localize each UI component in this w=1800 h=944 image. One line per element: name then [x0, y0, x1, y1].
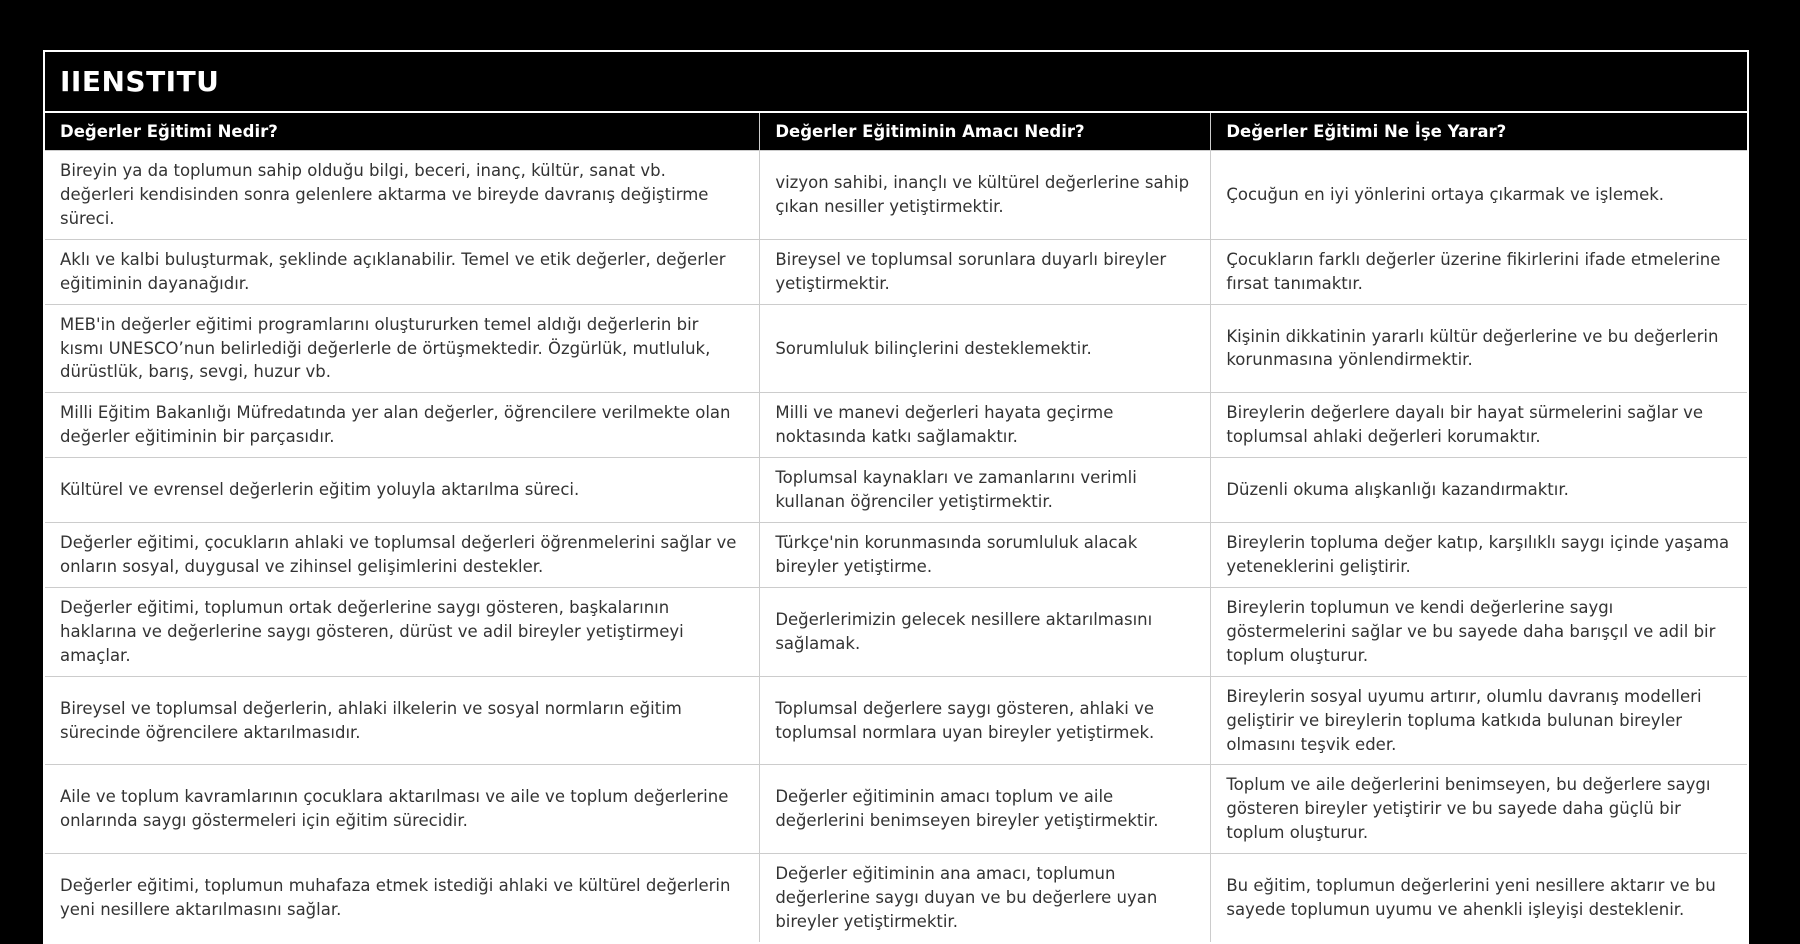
table-cell: Çocuğun en iyi yönlerini ortaya çıkarmak ve işlemek. — [1211, 151, 1747, 240]
table-cell: Aile ve toplum kavramlarının çocuklara aktarılması ve aile ve toplum değerlerine onlarında saygı göstermeleri için eğitim sürecidir. — [45, 765, 760, 854]
table-cell: Değerlerimizin gelecek nesillere aktarılmasını sağlamak. — [760, 587, 1211, 676]
table-cell: Düzenli okuma alışkanlığı kazandırmaktır. — [1211, 458, 1747, 523]
table-row — [45, 458, 1747, 523]
table-cell: Değerler eğitimi, toplumun ortak değerlerine saygı gösteren, başkalarının haklarına ve değerlerine saygı gösteren, dürüst ve adil bireyler yetiştirmeyi amaçlar. — [45, 587, 760, 676]
table-cell: Bireylerin değerlere dayalı bir hayat sürmelerini sağlar ve toplumsal ahlaki değerleri korumaktır. — [1211, 393, 1747, 458]
table-cell: Bireyin ya da toplumun sahip olduğu bilgi, beceri, inanç, kültür, sanat vb. değerleri kendisinden sonra gelenlere aktarma ve bireyde davranış değiştirme süreci. — [45, 151, 760, 240]
table-row — [45, 854, 1747, 942]
column-header-benefit: Değerler Eğitimi Ne İşe Yarar? — [1211, 113, 1747, 151]
table-cell: Bireylerin sosyal uyumu artırır, olumlu davranış modelleri geliştirir ve bireylerin topluma katkıda bulunan bireyler olmasını teşvik eder. — [1211, 676, 1747, 765]
values-education-table — [45, 113, 1747, 942]
table-cell: Bu eğitim, toplumun değerlerini yeni nesillere aktarır ve bu sayede toplumun uyumu ve ahenkli işleyişi desteklenir. — [1211, 854, 1747, 942]
table-cell: Sorumluluk bilinçlerini desteklemektir. — [760, 304, 1211, 393]
table-header-row — [45, 113, 1747, 151]
table-cell: Değerler eğitiminin ana amacı, toplumun değerlerine saygı duyan ve bu değerlere uyan bireyler yetiştirmektir. — [760, 854, 1211, 942]
table-cell: Değerler eğitimi, çocukların ahlaki ve toplumsal değerleri öğrenmelerini sağlar ve onların sosyal, duygusal ve zihinsel gelişimlerini destekler. — [45, 523, 760, 588]
table-cell: Toplum ve aile değerlerini benimseyen, bu değerlere saygı gösteren bireyler yetiştirir ve bu sayede daha güçlü bir toplum oluşturur. — [1211, 765, 1747, 854]
table-cell: Bireysel ve toplumsal değerlerin, ahlaki ilkelerin ve sosyal normların eğitim sürecinde öğrencilere aktarılmasıdır. — [45, 676, 760, 765]
table-row — [45, 587, 1747, 676]
table-cell: Toplumsal değerlere saygı gösteren, ahlaki ve toplumsal normlara uyan bireyler yetiştirmek. — [760, 676, 1211, 765]
table-cell: Bireylerin toplumun ve kendi değerlerine saygı göstermelerini sağlar ve bu sayede daha barışçıl ve adil bir toplum oluşturur. — [1211, 587, 1747, 676]
content-panel — [43, 50, 1749, 944]
table-row — [45, 523, 1747, 588]
table-cell: Bireysel ve toplumsal sorunlara duyarlı bireyler yetiştirmektir. — [760, 239, 1211, 304]
table-cell: Toplumsal kaynakları ve zamanlarını verimli kullanan öğrenciler yetiştirmektir. — [760, 458, 1211, 523]
table-row — [45, 304, 1747, 393]
table-cell: Bireylerin topluma değer katıp, karşılıklı saygı içinde yaşama yeteneklerini geliştirir. — [1211, 523, 1747, 588]
table-cell: Aklı ve kalbi buluşturmak, şeklinde açıklanabilir. Temel ve etik değerler, değerler eğitiminin dayanağıdır. — [45, 239, 760, 304]
column-header-what-is: Değerler Eğitimi Nedir? — [45, 113, 760, 151]
table-cell: Türkçe'nin korunmasında sorumluluk alacak bireyler yetiştirme. — [760, 523, 1211, 588]
table-cell: Kültürel ve evrensel değerlerin eğitim yoluyla aktarılma süreci. — [45, 458, 760, 523]
table-body — [45, 151, 1747, 942]
table-row — [45, 676, 1747, 765]
table-cell: Milli ve manevi değerleri hayata geçirme noktasında katkı sağlamaktır. — [760, 393, 1211, 458]
table-cell: Kişinin dikkatinin yararlı kültür değerlerine ve bu değerlerin korunmasına yönlendirmektir. — [1211, 304, 1747, 393]
table-cell: vizyon sahibi, inançlı ve kültürel değerlerine sahip çıkan nesiller yetiştirmektir. — [760, 151, 1211, 240]
table-row — [45, 765, 1747, 854]
table-cell: Değerler eğitiminin amacı toplum ve aile değerlerini benimseyen bireyler yetiştirmektir. — [760, 765, 1211, 854]
table-cell: Çocukların farklı değerler üzerine fikirlerini ifade etmelerine fırsat tanımaktır. — [1211, 239, 1747, 304]
table-row — [45, 393, 1747, 458]
table-cell: Milli Eğitim Bakanlığı Müfredatında yer alan değerler, öğrencilere verilmekte olan değerler eğitiminin bir parçasıdır. — [45, 393, 760, 458]
brand-title: IIENSTITU — [45, 52, 1747, 113]
column-header-purpose: Değerler Eğitiminin Amacı Nedir? — [760, 113, 1211, 151]
table-row — [45, 239, 1747, 304]
table-cell: MEB'in değerler eğitimi programlarını oluştururken temel aldığı değerlerin bir kısmı UNESCO’nun belirlediği değerlerle de örtüşmektedir. Özgürlük, mutluluk, dürüstlük, barış, sevgi, huzur vb. — [45, 304, 760, 393]
table-cell: Değerler eğitimi, toplumun muhafaza etmek istediği ahlaki ve kültürel değerlerin yeni nesillere aktarılmasını sağlar. — [45, 854, 760, 942]
table-row — [45, 151, 1747, 240]
